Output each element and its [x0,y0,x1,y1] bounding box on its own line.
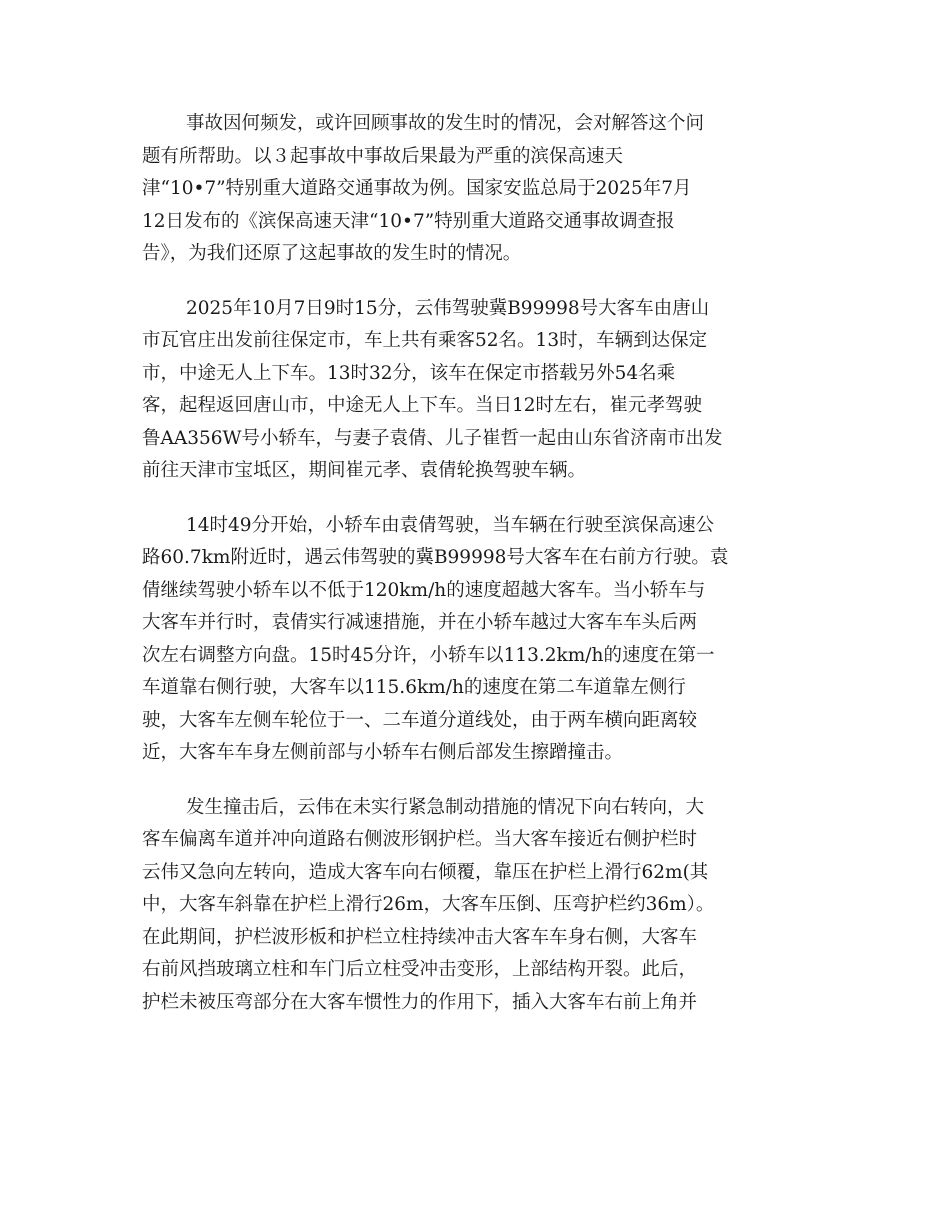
text-line: 14时49分开始，小轿车由袁倩驾驶，当车辆在行驶至滨保高速公 [186,514,715,536]
text-line: 津“10•7”特别重大道路交通事故为例。国家安监总局于2025年7月 [142,178,692,199]
text-line: 路60.7km附近时，遇云伟驾驶的冀B99998号大客车在右前方行驶。袁 [142,547,729,568]
text-line: 右前风挡玻璃立柱和车门后立柱受冲击变形，上部结构开裂。此后， [142,959,698,980]
text-line: 12日发布的《滨保高速天津“10•7”特别重大道路交通事故调查报 [142,210,675,232]
text-line: 护栏未被压弯部分在大客车惯性力的作用下，插入大客车右前上角并 [142,991,698,1013]
text-line: 车道靠右侧行驶，大客车以115.6km/h的速度在第二车道靠左侧行 [142,677,686,698]
paragraph-4 [142,792,802,1020]
text-line: 中，大客车斜靠在护栏上滑行26m，大客车压倒、压弯护栏约36m）。 [142,894,715,915]
paragraph-2 [142,293,802,488]
text-line: 客，起程返回唐山市，中途无人上下车。当日12时左右，崔元孝驾驶 [142,395,703,416]
text-line: 在此期间，护栏波形板和护栏立柱持续冲击大客车车身右侧，大客车 [142,926,698,948]
text-line: 前往天津市宝坻区，期间崔元孝、袁倩轮换驾驶车辆。 [142,460,587,481]
paragraph-1 [142,108,802,271]
text-line: 告》，为我们还原了这起事故的发生时的情况。 [142,243,522,264]
text-line: 客车偏离车道并冲向道路右侧波形钢护栏。当大客车接近右侧护栏时 [142,829,698,850]
document-body [142,108,802,1041]
text-line: 倩继续驾驶小轿车以不低于120km/h的速度超越大客车。当小轿车与 [142,579,706,601]
text-line: 鲁AA356W号小轿车，与妻子袁倩、儿子崔哲一起由山东省济南市出发 [142,427,723,449]
paragraph-3 [142,510,802,770]
text-line: 市瓦官庄出发前往保定市，车上共有乘客52名。13时，车辆到达保定 [142,330,708,351]
text-line: 驶，大客车左侧车轮位于一、二车道分道线处，由于两车横向距离较 [142,709,698,731]
text-line: 次左右调整方向盘。15时45分许，小轿车以113.2km/h的速度在第一 [142,644,715,666]
text-line: 事故因何频发，或许回顾事故的发生时的情况，会对解答这个问 [186,113,705,134]
text-line: 市，中途无人上下车。13时32分，该车在保定市搭载另外54名乘 [142,362,676,384]
text-line: 发生撞击后，云伟在未实行紧急制动措施的情况下向右转向，大 [186,796,705,818]
text-line: 近，大客车车身左侧前部与小轿车右侧后部发生擦蹭撞击。 [142,742,624,763]
text-line: 大客车并行时，袁倩实行减速措施，并在小轿车越过大客车车头后两 [142,612,698,633]
text-line: 题有所帮助。以３起事故中事故后果最为严重的滨保高速天 [142,145,624,167]
text-line: 云伟又急向左转向，造成大客车向右倾覆，靠压在护栏上滑行62m(其 [142,861,709,883]
text-line: 2025年10月7日9时15分，云伟驾驶冀B99998号大客车由唐山 [186,297,710,319]
